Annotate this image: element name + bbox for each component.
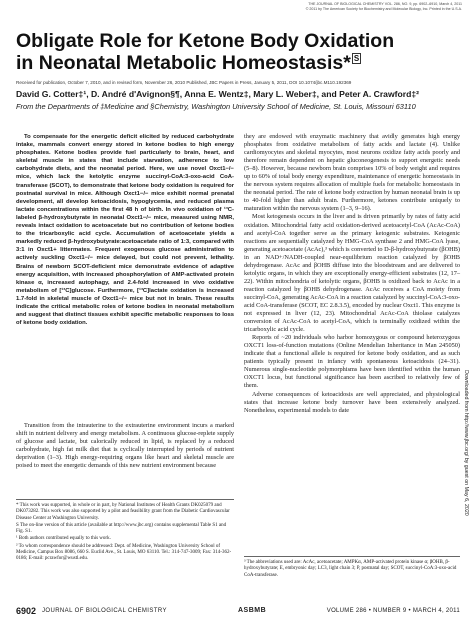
footer-journal-name: JOURNAL OF BIOLOGICAL CHEMISTRY	[42, 608, 167, 614]
footnote-equal-contribution: ¹ Both authors contributed equally to this work.	[16, 536, 111, 542]
author-list: David G. Cotter‡¹, D. André d'Avignon§¶, Anna E. Wentz‡, Mary L. Weber‡, and Peter A. Crawford‡²	[16, 89, 419, 99]
supplemental-badge[interactable]: S	[353, 53, 360, 63]
body-paragraph: Most ketogenesis occurs in the liver and is driven primarily by rates of fatty acid oxidation. Mitochondrial fatty acid oxidation-derived acetoacetyl-CoA (AcAc-CoA) and acetyl-CoA together serve as the primary ketogenic substrates. Ketogenic reactions are sequentially catalyzed by HMG-CoA synthase 2 and HMG-CoA lyase, generating acetoacetate (AcAc),³ which is converted to D-β-hydroxybutyrate (βOHB) in an NAD+/NADH-coupled near-equilibrium reaction catalyzed by βOHB dehydrogenase. AcAc and βOHB diffuse into the bloodstream and are delivered to ketolytic organs, in which they are exceptionally energy-efficient substrates (12, 17–22). Within mitochondria of ketolytic organs, βOHB is oxidized back to AcAc in a reaction catalyzed by βOHB dehydrogenase. AcAc receives a CoA moiety from succinyl-CoA, generating AcAc-CoA in a reaction catalyzed by succinyl-CoA:3-oxo-acid CoA-transferase (SCOT, EC 2.8.3.5), encoded by nuclear Oxct1. This enzyme is not expressed in liver (12, 23). Mitochondrial AcAc-CoA thiolase catalyzes conversion of AcAc-CoA to acetyl-CoA, which is terminally oxidized within the tricarboxylic acid cycle.	[244, 213, 460, 334]
affiliation: From the Departments of ‡Medicine and §Chemistry, Washington University School of Medicine, St. Louis, Missouri 63110	[16, 102, 416, 111]
page-number: 6902	[16, 606, 37, 616]
received-line: Received for publication, October 7, 2010, and in revised form, November 26, 2010 Published, JBC Papers in Press, January 5, 2011, DOI 10.1074/jbc.M110.192369	[16, 80, 352, 85]
download-sidebar[interactable]	[463, 370, 471, 610]
article-title	[16, 31, 396, 74]
footnote-abbreviations-text: ³ The abbreviations used are: AcAc, acetoacetate; AMPKα, AMP-activated protein kinase α; βOHB, β-hydroxybutyrate; E, embryonic day; LC3, light chain 3; P, postnatal day; SCOT, succinyl-CoA:3-oxo-acid CoA-transferase.	[244, 560, 457, 578]
journal-header	[180, 2, 462, 12]
footnote-abbreviations	[244, 560, 460, 580]
footnote-supplemental[interactable]: S The on-line version of this article (available at http://www.jbc.org) contains supplemental Table S1 and Fig. S1.	[16, 522, 227, 535]
header-line-2: © 2011 by The American Society for Biochemistry and Molecular Biology, Inc. Printed in the U.S.A.	[305, 7, 462, 11]
intro-paragraph: Transition from the intrauterine to the extrauterine environment incurs a marked shift in nutrient delivery and energy metabolism. A continuous glucose-replete supply of glucose and lactate, but calorically reduced in lipid, is replaced by a reduced carbohydrate, high fat milk diet that is cyclically interrupted by periods of nutrient deprivation (1–3). High energy-requiring organs like heart and skeletal muscle are poised to meet the energetic demands of this new nutrient environment because	[16, 422, 234, 470]
body-paragraph: they are endowed with enzymatic machinery that avidly generates high energy phosphates from oxidative metabolism of fatty acids and lactate (4). Unlike cardiomyocytes and skeletal myocytes, most neurons oxidize fatty acids poorly and therefore remain dependent on hepatic gluconeogenesis to support energetic needs (5–8). However, because newborn brain comprises 10% of body weight and requires up to 60% of total body energy expenditure, maintenance of energetic homeostasis in the nervous system requires allocation of multiple fuels for metabolic homeostasis in the neonatal period. The rate of ketone body extraction by human neonatal brain is up to 40-fold higher than adult brain. Furthermore, ketones contribute uniquely to maturation within the nervous system (1–3, 9–16).	[244, 133, 460, 213]
intro-column	[16, 422, 234, 470]
footnote-rule-right	[244, 556, 460, 557]
publisher-logo: ASBMB	[238, 607, 267, 614]
title-footnote-mark: *	[343, 51, 351, 74]
footer-volume: VOLUME 286 • NUMBER 9 • MARCH 4, 2011	[326, 608, 460, 614]
footnotes-left	[16, 503, 234, 564]
right-column	[244, 133, 460, 415]
download-sidebar-text[interactable]: Downloaded from http://www.jbc.org/ by guest on May 6, 2020	[463, 370, 469, 516]
body-paragraph: Adverse consequences of ketoacidosis are well appreciated, and physiological states that increase ketone body turnover have been extensively analyzed. Nonetheless, experimental models to date	[244, 390, 460, 414]
title-text: Obligate Role for Ketone Body Oxidation in Neonatal Metabolic Homeostasis	[16, 30, 395, 74]
header-line-1: THE JOURNAL OF BIOLOGICAL CHEMISTRY VOL. 286, NO. 9, pp. 6902–6910, March 4, 2011	[308, 2, 462, 6]
body-paragraph: Reports of ~20 individuals who harbor homozygous or compound heterozygous OXCT1 loss-of-function mutations (Online Mendelian Inheritance in Man 245050) indicate that a functional allele is required for ketone body oxidation, and as such patients typically present in infancy with spontaneous ketoacidosis (24–31). Numerous single-nucleotide polymorphisms have been identified within the human OXCT1 locus, but functional significance has been ascribed to relatively few of them.	[244, 334, 460, 390]
page-footer	[16, 606, 460, 618]
abstract-text: To compensate for the energetic deficit elicited by reduced carbohydrate intake, mammals convert energy stored in ketone bodies to high energy phosphates. Ketone bodies provide fuel particularly to brain, heart, and skeletal muscle in states that include starvation, adherence to low carbohydrate diets, and the neonatal period. Here, we use novel Oxct1−/− mice, which lack the ketolytic enzyme succinyl-CoA:3-oxo-acid CoA-transferase (SCOT), to demonstrate that ketone body oxidation is required for postnatal survival in mice. Although Oxct1−/− mice exhibit normal prenatal development, all develop ketoacidosis, hypoglycemia, and reduced plasma lactate concentrations within the first 48 h of birth. In vivo oxidation of ¹³C-labeled β-hydroxybutyrate in neonatal Oxct1−/− mice, measured using NMR, reveals intact oxidation to acetoacetate but no contribution of ketone bodies to the tricarboxylic acid cycle. Accumulation of acetoacetate yields a markedly reduced β-hydroxybutyrate:acetoacetate ratio of 1:3, compared with 3:1 in Oxct1+ littermates. Frequent exogenous glucose administration to actively suckling Oxct1−/− mice delayed, but could not prevent, lethality. Brains of newborn SCOT-deficient mice demonstrate evidence of adaptive energy acquisition, with increased phosphorylation of AMP-activated protein kinase α, increased autophagy, and 2.4-fold increased in vivo oxidative metabolism of [¹³C]glucose. Furthermore, [¹³C]lactate oxidation is increased 1.7-fold in skeletal muscle of Oxct1−/− mice but not in brain. These results indicate the critical metabolic roles of ketone bodies in neonatal metabolism and suggest that distinct tissues exhibit specific metabolic responses to loss of ketone body oxidation.	[16, 134, 235, 327]
footnote-funding: * This work was supported, in whole or in part, by National Institutes of Health Grants DK025079 and DK073282. This work was also supported by a pilot and feasibility grant from the Diabetic Cardiovascular Disease Center at Washington University.	[16, 503, 230, 521]
abstract	[16, 133, 234, 327]
footnote-correspondence[interactable]: ² To whom correspondence should be addressed: Dept. of Medicine, Washington University School of Medicine, Campus Box 8086, 660 S. Euclid Ave., St. Louis, MO 63110. Tel.: 314-747-3009; Fax: 314-362-0186; E-mail: pcrawfor@wustl.edu.	[16, 543, 232, 562]
footnote-rule-left	[16, 499, 234, 500]
